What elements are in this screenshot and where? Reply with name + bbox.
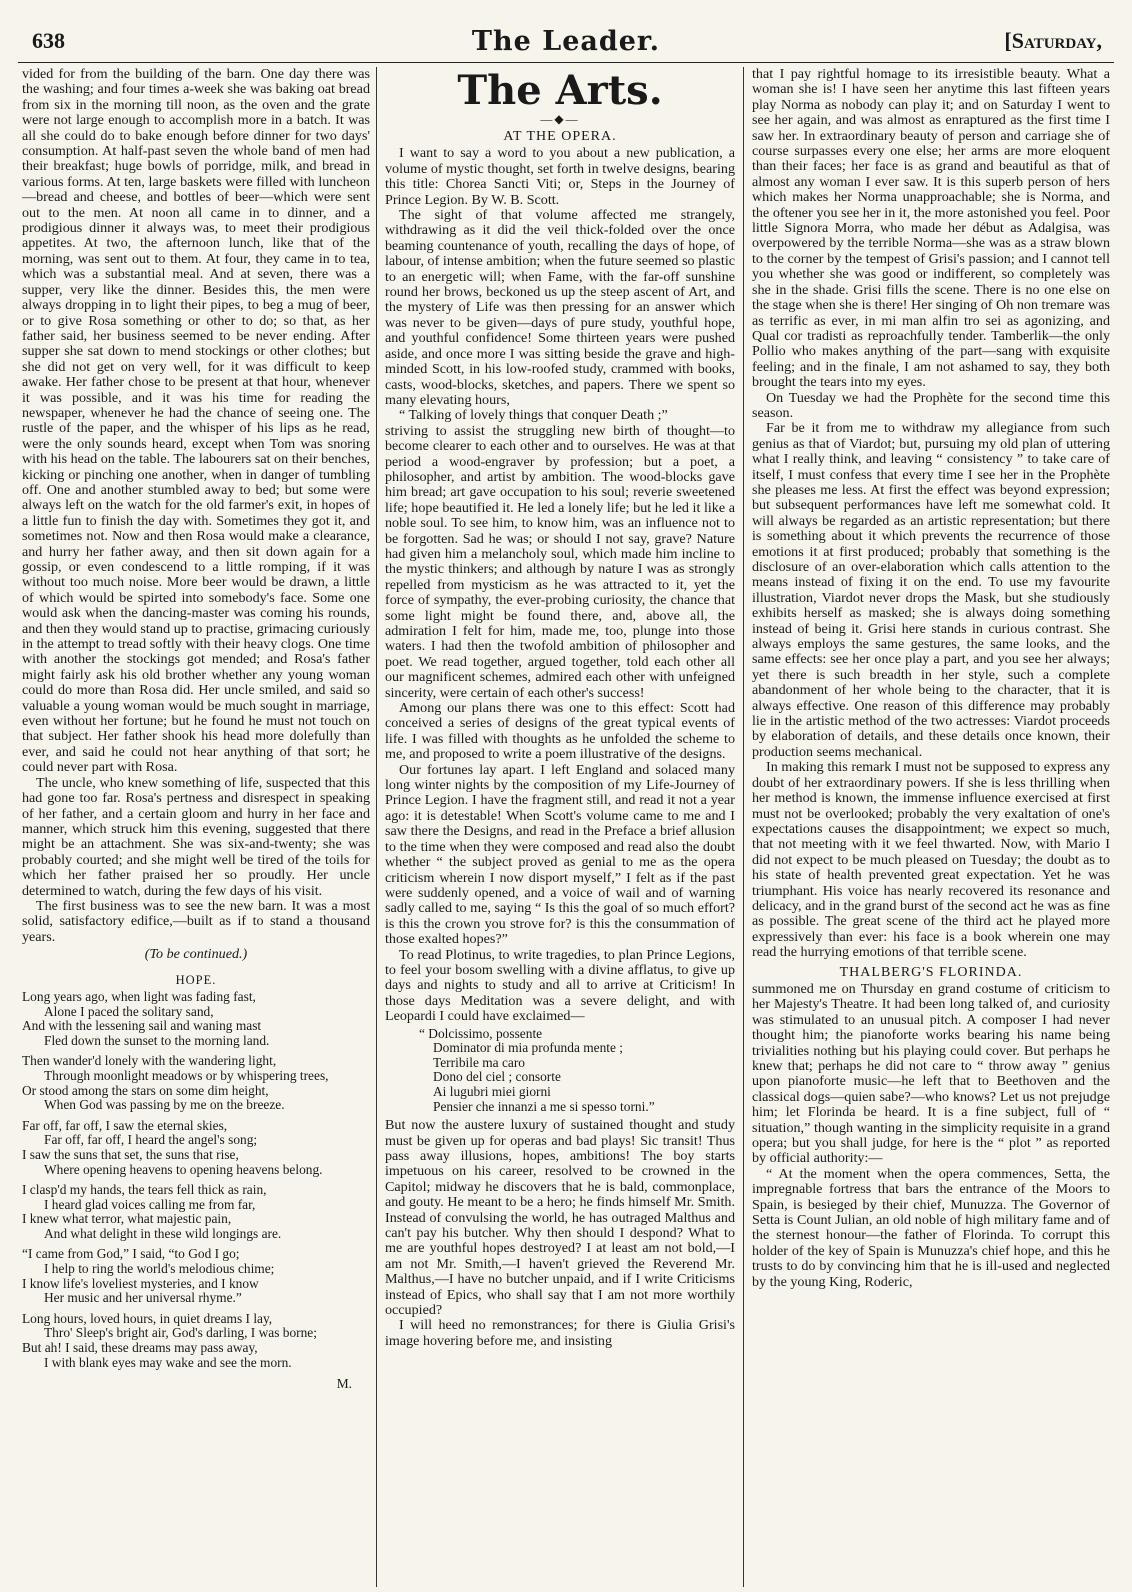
poem-stanza: [22, 1054, 370, 1112]
article-heading: THALBERG'S FLORINDA.: [839, 964, 1023, 980]
verse-line: Dominator di mia profunda mente ;: [433, 1040, 624, 1056]
article-heading: AT THE OPERA.: [503, 129, 617, 144]
poem-line: Far off, far off, I heard the angel's song;: [44, 1132, 258, 1148]
poem-line: I saw the suns that set, the suns that rise,: [22, 1146, 239, 1162]
poem-stanza: [22, 1312, 370, 1370]
poem-line: Long years ago, when light was fading fast,: [22, 988, 256, 1004]
paragraph: Among our plans there was one to this effect: Scott had conceived a series of designs of the great typical events of life. I was filled with thoughts as he unfolded the scheme to me, and proposed to write a poem illustrative of the designs.: [385, 700, 735, 763]
to-be-continued: (To be continued.): [144, 946, 248, 963]
poem-line: Where opening heavens to opening heavens belong.: [44, 1161, 323, 1177]
verse-line: “ Dolcissimo, possente: [419, 1025, 543, 1041]
poem-line: Long hours, loved hours, in quiet dreams I lay,: [22, 1310, 273, 1326]
paragraph: On Tuesday we had the Prophète for the second time this season.: [752, 389, 1110, 421]
poem-line: Far off, far off, I saw the eternal skies,: [22, 1117, 228, 1133]
paragraph: To read Plotinus, to write tragedies, to plan Prince Legions, to feel your bosom swelling with a divine afflatus, to give up days and nights to study and all to arrive at Criticism! In those days Meditation was a severe delight, and with Leopardi I could have exclaimed—: [385, 946, 735, 1025]
columns: [18, 67, 1114, 1587]
paragraph: But now the austere luxury of sustained thought and study must be given up for operas and bad plays! Sic transit! Thus pass away illusions, hopes, ambitions! The boy starts impetuous on his career, resolved to be crowned in the Capitol; midway he discovers that he is bald, commonplace, and gouty. He meant to be a hero; he finds himself Mr. Smith. Instead of convulsing the world, he has outraged Malthus and can't pay his butcher. Why then should I despond? What to me are youthful hopes destroyed? I at least am not bold,—I am not Mr. Smith,—I haven't grieved the Reverend Mr. Malthus,—I have no butcher unpaid, and if I write Criticisms instead of Epics, who shall say that I am not more worthily occupied?: [385, 1117, 735, 1318]
poem-stanza: [22, 1119, 370, 1177]
poem-line: I help to ring the world's melodious chime;: [44, 1261, 275, 1277]
poem-line: I with blank eyes may wake and see the morn.: [44, 1354, 292, 1370]
poem-line: Then wander'd lonely with the wandering light,: [22, 1053, 277, 1069]
poem-line: Thro' Sleep's bright air, God's darling, I was borne;: [44, 1325, 317, 1341]
poem-line: And what delight in these wild longings are.: [44, 1225, 282, 1241]
paragraph: The first business was to see the new barn. It was a most solid, satisfactory edifice,—built as if to stand a thousand years.: [22, 897, 370, 945]
poem-line: Alone I paced the solitary sand,: [44, 1003, 214, 1019]
paragraph: that I pay rightful homage to its irresistible beauty. What a woman she is! I have seen her anytime this last fifteen years play Norma as nobody can play it; and on Saturday I went to see her again, and was almost as enraptured as the first time I saw her. In extraordinary beauty of person and carriage she of course surpasses every one else; her arms are more eloquent than their faces; her face is as grand and beautiful as that of almost any woman I ever saw. It is this superb person of hers which makes her Norma unapproachable; she is Norma, and the oftener you see her in it, the more astonished you feel. Poor little Signora Morra, who made her début as Adalgisa, was overpowered by the terrible Norma—she was as a straw blown to the corner by the tempest of Grisi's passion; and I cannot tell you whether she was good or indifferent, so completely was she in the shade. Grisi fills the scene. There is no one else on the stage when she is there! Her singing of Oh non tremare was as terrific as ever, in mi man alfin tro sei as agonizing, and Qual cor tradisti as reproachfully tender. Tamberlik—the only Pollio who makes anything of the part—sang with exquisite feeling; and in the finale, I am not ashamed to say, they both brought the tears into my eyes.: [752, 67, 1110, 391]
poem-line: And with the lessening sail and waning mast: [22, 1018, 262, 1034]
poem-line: Her music and her universal rhyme.”: [44, 1290, 242, 1306]
poem-stanza: [22, 1247, 370, 1305]
poem-line: Through moonlight meadows or by whispering trees,: [44, 1067, 329, 1083]
poem-stanza: [22, 990, 370, 1048]
verse-line: Dono del ciel ; consorte: [433, 1069, 561, 1085]
poem-title: HOPE.: [175, 972, 217, 987]
paragraph: In making this remark I must not be supposed to express any doubt of her extraordinary powers. If she is less thrilling when her method is known, the immense influence exercised at first must not be overlooked; probably the very exaltation of one's expectations causes the disappointment; we expect so much, that not meeting with it we feel thwarted. Now, with Mario I did not expect to be much pleased on Tuesday; the doubt as to his state of health prevented great expectation. Yet he was triumphant. His voice has nearly recovered its resonance and delicacy, and in the grand burst of the second act he was as fine as possible. The great scene of the third act he played more expressively than ever: his face is a book wherein one may read the hurrying emotions of that terrible scene.: [752, 759, 1110, 961]
paragraph: Our fortunes lay apart. I left England and solaced many long winter nights by the composition of my Life-Journey of Prince Legion. I have the fragment still, and read it not a year ago: it is detestable! When Scott's volume came to me and I saw there the Designs, and read in the Preface a brief allusion to the time when they were composed and read also the doubt whether “ the subject proved as genial to me as the opera criticism wherein I now disport myself,” I felt as if the past were suddenly opened, and a voice of wail and of warning sadly called to me, saying “ Is this the goal of so much effort? is this the crown you strove for? is this the consummation of those exalted hopes?”: [385, 761, 735, 948]
poem-line: When God was passing by me on the breeze.: [44, 1097, 285, 1113]
paper-title: The Leader.: [471, 26, 661, 57]
poem-line: Fled down the sunset to the morning land.: [44, 1032, 270, 1048]
italian-verse: [385, 1027, 735, 1115]
column-2: [376, 67, 744, 1587]
paragraph: I will heed no remonstrances; for there is Giulia Grisi's image hovering before me, and insisting: [385, 1317, 735, 1349]
poem-line: Or stood among the stars on some dim height,: [22, 1082, 269, 1098]
poem-line: But ah! I said, these dreams may pass away,: [22, 1340, 258, 1356]
poem-stanza: [22, 1183, 370, 1241]
poem-line: I know life's loveliest mysteries, and I know: [22, 1275, 259, 1291]
paragraph: I want to say a word to you about a new publication, a volume of mystic thought, set forth in twelve designs, bearing this title: Chorea Sancti Viti; or, Steps in the Journey of Prince Legion. By W. B. Scott.: [385, 145, 735, 208]
poem-line: I knew what terror, what majestic pain,: [22, 1211, 232, 1227]
poem-line: I clasp'd my hands, the tears fell thick as rain,: [22, 1182, 267, 1198]
poem-line: I heard glad voices calling me from far,: [44, 1196, 256, 1212]
paragraph: vided for from the building of the barn. One day there was the washing; and four times a-week she was baking oat bread from six in the morning till noon, as the oven and the grate were not large enough to accomplish more in a batch. It was all she could do to bake enough before dinner for two days' consumption. At half-past seven the whole band of men had their breakfast; huge bowls of porridge, milk, and bread in various forms. At ten, large baskets were filled with luncheon—bread and cheese, and bottles of beer—which were sent out to the men. At noon all came in to dinner, and a prodigious dinner it always was, to meet their prodigious appetites. At two, the afternoon lunch, like that of the morning, was sent out to them. At four, they came in to tea, which was a substantial meal. And at seven, there was a supper, very like the dinner. Besides this, the men were always dropping in to light their pipes, to beg a mug of beer, or to give Rosa something or other to do; so that, as her father said, her business seemed to be never ending. After supper she sat down to mend stockings or other clothes; but she did not get on very well, for it was difficult to keep awake. Her father chose to be present at that hour, whenever it was possible, and it was his time for reading the newspaper, whenever he had the chance of seeing one. The rustle of the paper, and the whisper of his lips as he read, were the only sounds heard, except when Tom was snoring with his head on the table. The labourers sat on their benches, kicking or pinching one another, when in danger of tumbling off. One and another stumbled away to bed; but some were always left on the watch for the old farmer's exit, in hopes of a little fun to finish the day with. Sometimes they got it, and sometimes not. Now and then Rosa would make a clearance, and hurry her father away, and then sit down again for a gossip, or even condescend to a little romping, if it was without too much noise. More beer would be drawn, a little of which would be spirted into somebody's face. Some one would ask when the dancing-master was coming his rounds, and then they would stand up to practise, grimacing curiously in the attempt to tread softly with their heavy clogs. One time with another the stockings got mended; and Rosa's father might fairly ask his old brother whether any young woman could do more than Rosa did. Her uncle smiled, and said so valuable a young woman would be much sought in marriage, even without her fortune; but he found he must not touch on that subject. Her father shook his head more dolefully than ever, and said he could not hear anything of that sort; he could never part with Rosa.: [22, 67, 370, 776]
poem-signature: M.: [336, 1376, 352, 1392]
issue-day: [Saturday,: [1004, 28, 1102, 53]
column-3: [744, 67, 1114, 1587]
page-number: 638: [32, 28, 65, 53]
verse-line: Ai lugubri miei giorni: [433, 1083, 551, 1099]
masthead: [18, 26, 1114, 63]
paragraph: The uncle, who knew something of life, suspected that this had gone too far. Rosa's pertness and disrespect in speaking of her father, and a certain gloom and hurry in her face and manner, which struck him this evening, suggested that there might be an attachment. She was six-and-twenty; she was probably courted; and she might well be tired of the toils for which her father praised her so proudly. Her uncle determined to watch, during the few days of his visit.: [22, 774, 370, 899]
section-title: The Arts.: [457, 67, 663, 114]
ornament-rule: —◆—: [540, 112, 580, 126]
paragraph: striving to assist the struggling new birth of thought—to become clearer to each other and to ourselves. He was at that period a wood-engraver by profession; but a poet, a philosopher, and artist by ambition. The wood-blocks gave him bread; art gave occupation to his soul; reverie sweetened life; hope beautified it. He led a lonely life; but he led it like a noble soul. To see him, to know him, was an influence not to be forgotten. Sad he was; or should I not say, grave? Nature had given him a melancholy soul, which made him incline to the mystic thinkers; and although by nature I was as strongly repelled from mysticism as he was attracted to it, yet the force of sympathy, the ever-probing curiosity, the chance that some light might be found there, and, above all, the admiration I felt for him, made me, too, plunge into those waters. I had then the twofold ambition of philosopher and poet. We read together, argued together, told each other all our magnificent schemes, admired each other with unfeigned sincerity, were certain of each other's success!: [385, 422, 735, 701]
paragraph: Far be it from me to withdraw my allegiance from such genius as that of Viardot; but, pursuing my old plan of uttering what I really think, and leaving “ consistency ” to take care of itself, I must confess that every time I see her in the Prophète she pleases me less. At first the effect was beyond expression; but subsequent performances have left me somewhat cold. It will always be regarded as an artistic representation; but there is something about it which prevents the recurrence of those emotions it at first produced; probably that something is the disclosure of an over-elaboration which calls attention to the means instead of fixing it on the end. To use my favourite illustration, Viardot never drops the Mask, but she studiously exhibits herself as masked; she is always doing something instead of being it. Grisi here stands in curious contrast. She always employs the same gestures, the same looks, and the same effects: see her once play a part, and you see her always; yet there is such breadth in her style, such a complete abandonment of her whole being to the character, that it is always effective. One reason of this difference may probably lie in the artistic method of the two actresses: Viardot proceeds by elaboration of details, and these details once known, their production seems mechanical.: [752, 420, 1110, 760]
verse-line: Pensier che innanzi a me si spesso torni.”: [433, 1098, 655, 1114]
paragraph: “ At the moment when the opera commences, Setta, the impregnable fortress that bars the entrance of the Moors to Spain, is besieged by their chief, Munuzza. The Governor of Setta is Count Julian, an old noble of high military fame and of the sternest honour—the father of Florinda. To corrupt this holder of the key of Spain is Munuzza's chief hope, and this he trusts to do by convincing him that he is ill-used and neglected by the young King, Roderic,: [752, 1165, 1110, 1290]
verse-line: Terribile ma caro: [433, 1054, 526, 1070]
poem-line: “I came from God,” I said, “to God I go;: [22, 1246, 240, 1262]
column-1: [18, 67, 376, 1587]
quote-line: “ Talking of lovely things that conquer Death ;”: [399, 407, 668, 424]
paragraph: The sight of that volume affected me strangely, withdrawing as it did the veil thick-folded over the once beaming countenance of youth, recalling the days of hope, of labour, of intense ambition; when the future seemed so plastic to an energetic will; when Fame, with the far-off sunshine round her brows, beckoned us up the steep ascent of Art, and the mystery of Life was then pressing for an answer which was never to be given—days of pure study, youthful hope, and youthful confidence! Some thirteen years were pushed aside, and once more I was sitting beside the grave and high-minded Scott, in his low-roofed study, crammed with books, casts, wood-blocks, sketches, and papers. There we spent so many elevating hours,: [385, 207, 735, 408]
paragraph: summoned me on Thursday en grand costume of criticism to her Majesty's Theatre. It had been long talked of, and curiosity was stimulated to an unusual pitch. A composer I had never thought him; the pianoforte works bearing his name being trivialities nothing but his playing could cover. But perhaps he knew that; perhaps he did not care to “ throw away ” genius upon pianoforte music—he left that to Beethoven and the classical dogs—quien sabe?—who knows? Let us not prejudge him; let Florinda be heard. It is a fine subject, full of “ situation,” though wanting in the simplicity requisite in a grand opera; but you shall judge, for here is the “ plot ” as reported by official authority:—: [752, 980, 1110, 1167]
